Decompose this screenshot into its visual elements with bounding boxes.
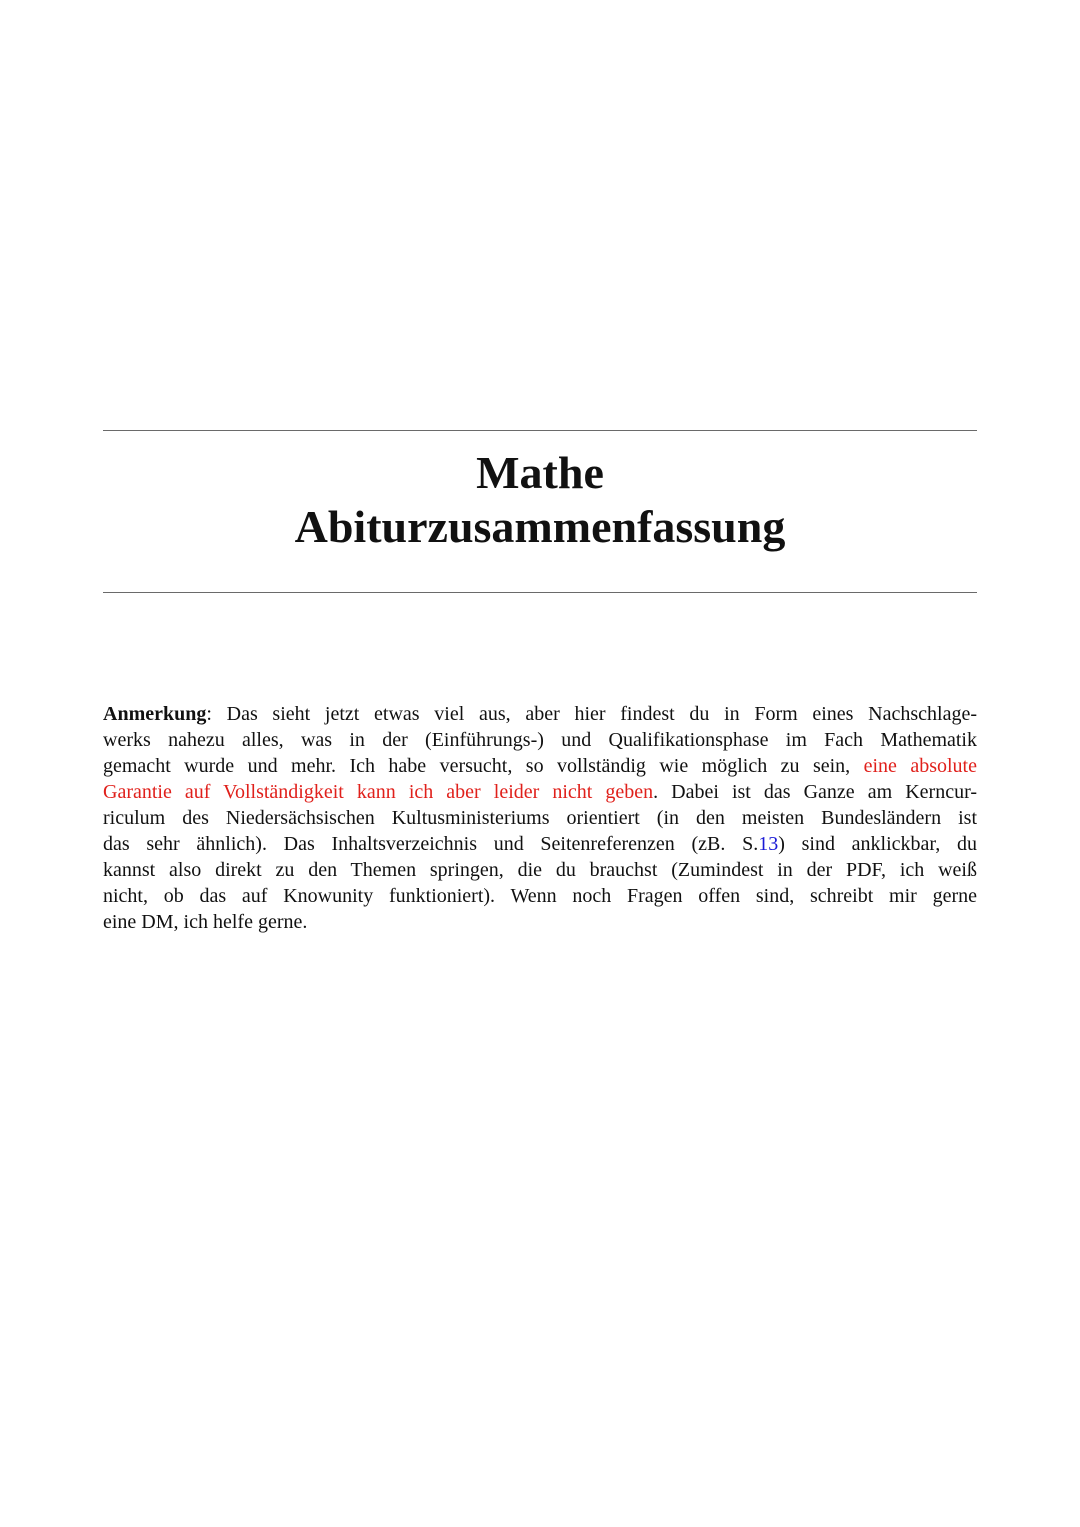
title-rule-top <box>103 430 977 431</box>
title-line-1: Mathe <box>476 447 604 498</box>
note-line: nicht, ob das auf Knowunity funktioniert). Wenn noch Fragen offen sind, schreibt mir gerne <box>103 885 977 907</box>
note-line: Garantie auf Vollständigkeit kann ich aber leider nicht geben. Dabei ist das Ganze am Kerncur- <box>103 781 977 803</box>
note-line: riculum des Niedersächsischen Kultusministeriums orientiert (in den meisten Bundesländern ist <box>103 807 977 829</box>
highlight-text: Garantie auf Vollständigkeit kann ich aber leider nicht geben <box>103 781 654 803</box>
highlight-text: eine absolute <box>863 755 977 777</box>
note-line: Anmerkung: Das sieht jetzt etwas viel aus, aber hier findest du in Form eines Nachschlage- <box>103 703 977 725</box>
note-label: Anmerkung <box>103 703 207 725</box>
note-paragraph <box>103 701 977 935</box>
note-line: gemacht wurde und mehr. Ich habe versucht, so vollständig wie möglich zu sein, eine absolute <box>103 755 977 777</box>
note-line: kannst also direkt zu den Themen springen, die du brauchst (Zumindest in der PDF, ich weiß <box>103 859 977 881</box>
title-rule-bottom <box>103 592 977 593</box>
note-line: eine DM, ich helfe gerne. <box>103 911 308 933</box>
document-title <box>103 446 977 554</box>
note-line: das sehr ähnlich). Das Inhaltsverzeichnis und Seitenreferenzen (zB. S.13) sind anklickbar, du <box>103 833 977 855</box>
title-line-2: Abiturzusammenfassung <box>294 501 786 552</box>
page-reference-link[interactable]: 13 <box>758 833 779 855</box>
note-line: werks nahezu alles, was in der (Einführungs-) und Qualifikationsphase im Fach Mathematik <box>103 729 977 751</box>
